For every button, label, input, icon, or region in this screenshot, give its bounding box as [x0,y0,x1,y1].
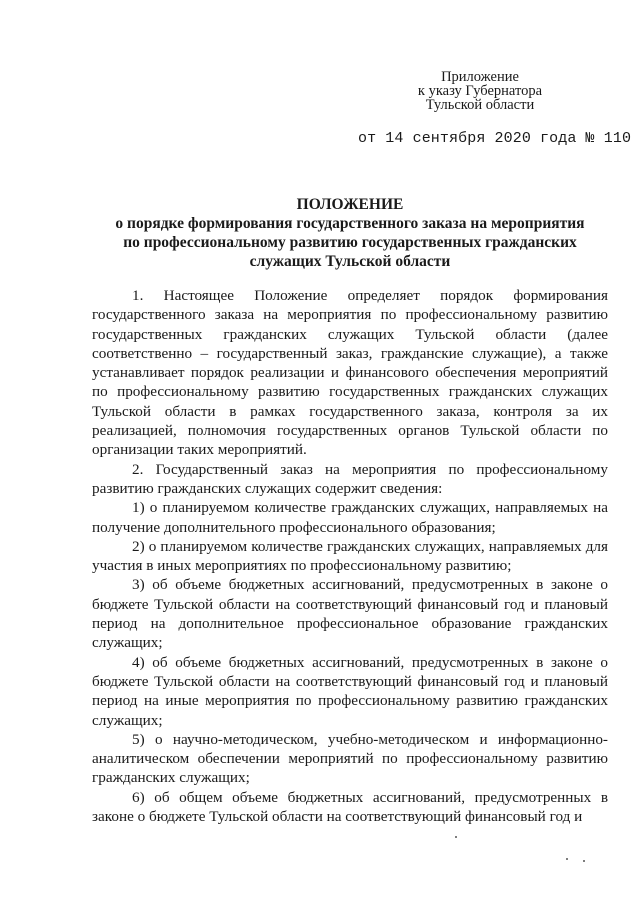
list-item-1: 1) о планируемом количестве гражданских служащих, направляемых на получение дополнительного профессионального образования; [92,499,608,536]
scan-speck [583,860,585,862]
paragraph-2: 2. Государственный заказ на мероприятия по профессиональному развитию гражданских служащих содержит сведения: [92,460,608,497]
decree-date-number: от 14 сентября 2020 года № 110 [358,130,632,147]
appendix-line: Приложение [441,69,519,85]
title-subtitle-line: по профессиональному развитию государственных гражданских [123,234,577,251]
list-item-5: 5) о научно-методическом, учебно-методическом и информационно-аналитическом обеспечении мероприятий по профессиональному развитию гражданских служащих; [92,730,608,787]
appendix-line: Тульской области [425,97,535,113]
list-item-2: 2) о планируемом количестве гражданских служащих, направляемых для участия в иных мероприятиях по профессиональному развитию; [92,537,608,575]
scan-speck [566,858,568,860]
appendix-line: к указу Губернатора [417,83,543,99]
list-item-3: 3) об объеме бюджетных ассигнований, предусмотренных в законе о бюджете Тульской области на соответствующий финансовый год и плановый период на дополнительное профессиональное образование гражданских служащих; [92,576,608,652]
appendix-note [395,70,565,112]
document-title [90,195,610,271]
scan-speck [455,836,457,838]
list-item-4: 4) об объеме бюджетных ассигнований, предусмотренных в законе о бюджете Тульской области на соответствующий финансовый год и плановый период на иные мероприятия по профессиональному развитию гражданских служащих; [92,653,608,729]
title-heading: ПОЛОЖЕНИЕ [296,196,404,213]
title-subtitle-line: служащих Тульской области [249,253,451,270]
paragraph-1: 1. Настоящее Положение определяет порядок формирования государственного заказа на мероприятия по профессиональному развитию государственных гражданских служащих Тульской области (далее соответственно – государственный заказ, гражданские служащие), а также устанавливает порядок реализации и финансового обеспечения мероприятий по профессиональному развитию государственных гражданских служащих Тульской области в рамках государственного заказа, контроля за их реализацией, полномочия государственных органов Тульской области по организации таких мероприятий. [92,287,608,459]
title-subtitle-line: о порядке формирования государственного заказа на мероприятия [115,215,585,232]
list-item-6: 6) об общем объеме бюджетных ассигнований, предусмотренных в законе о бюджете Тульской области на соответствующий финансовый год и [92,788,608,826]
document-body [92,286,608,826]
